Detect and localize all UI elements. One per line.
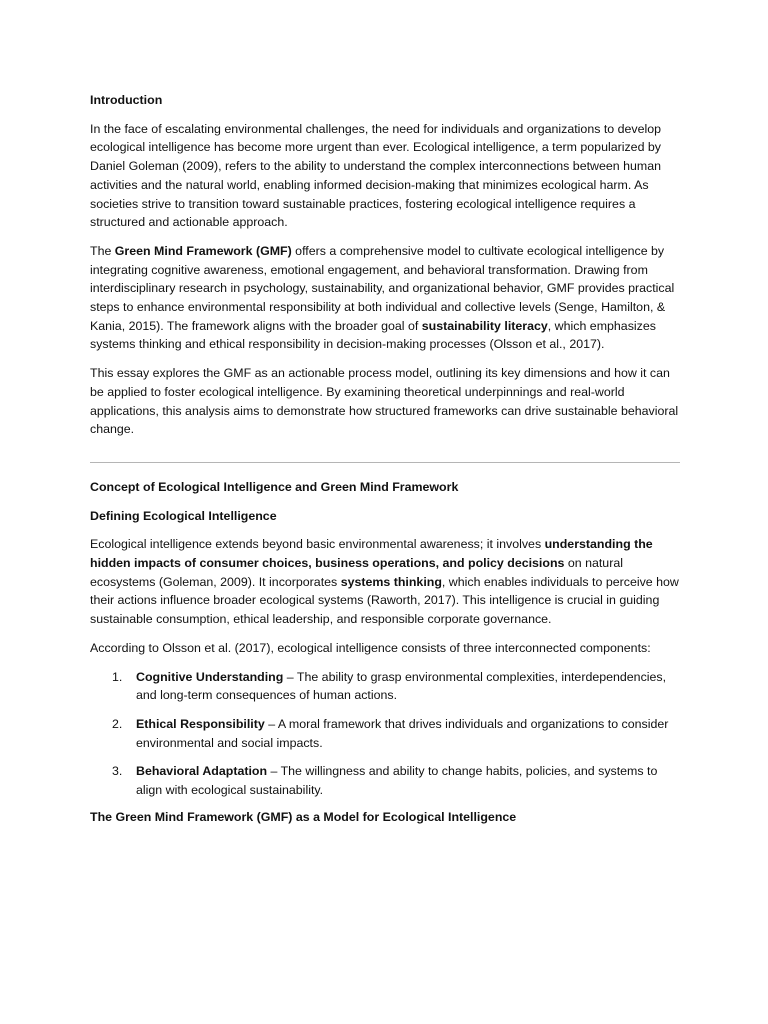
list-number: 2. [112,716,123,731]
text-run: Ecological intelligence extends beyond basic environmental awareness; it involves [90,537,545,552]
gmf-model-heading: The Green Mind Framework (GMF) as a Model for Ecological Intelligence [90,809,517,824]
text-run: , which enables individuals to perceive how their actions influence broader ecological systems (Raworth, 2017). This intelligence is crucial in guiding sustainable consumption, ethical leadership, and responsible corporate governance. [90,574,679,627]
document-page [90,91,680,837]
text-run: on natural ecosystems (Goleman, 2009). It incorporates [90,556,623,589]
component-term: Ethical Responsibility [136,716,265,731]
list-number: 3. [112,764,123,779]
component-description: – The ability to grasp environmental complexities, interdependencies, and long-term consequences of human actions. [136,669,667,703]
bold-term-systems-thinking: systems thinking [340,574,442,589]
concept-paragraph-2: According to Olsson et al. (2017), ecological intelligence consists of three interconnected components: [90,640,651,655]
intro-paragraph-1: In the face of escalating environmental challenges, the need for individuals and organizations to develop ecological intelligence has become more urgent than ever. Ecological intelligence, a term popularized by Daniel Goleman (2009), refers to the ability to understand the complex interconnections between human activities and the natural world, enabling informed decision-making that minimizes ecological harm. As societies strive to transition toward sustainable practices, fostering ecological intelligence requires a structured and actionable approach. [90,121,662,230]
component-description: – A moral framework that drives individuals and organizations to consider environmental and social impacts. [136,716,669,750]
concept-paragraph-1 [90,535,680,629]
intro-paragraph-3: This essay explores the GMF as an actionable process model, outlining its key dimensions and how it can be applied to foster ecological intelligence. By examining theoretical underpinnings and real-world applications, this analysis aims to demonstrate how structured frameworks can drive sustainable behavioral change. [90,366,679,437]
text-run: The [90,243,115,258]
introduction-heading: Introduction [90,93,163,107]
list-item [90,715,680,752]
component-term: Cognitive Understanding [136,669,284,684]
text-run: , which emphasizes systems thinking and ethical responsibility in decision-making processes (Olsson et al., 2017). [90,318,656,352]
text-run: offers a comprehensive model to cultivate ecological intelligence by integrating cognitive awareness, emotional engagement, and behavioral transformation. Drawing from interdisciplinary research in psychology, sustainability, and organizational behavior, GMF provides practical steps to enhance environmental responsibility at both individual and collective levels (Senge, Hamilton, & Kania, 2015). The framework aligns with the broader goal of [90,243,675,333]
bold-phrase-hidden-impacts: understanding the hidden impacts of consumer choices, business operations, and policy decisions [90,537,653,571]
concept-heading: Concept of Ecological Intelligence and Green Mind Framework [90,479,459,494]
defining-subheading: Defining Ecological Intelligence [90,508,277,523]
component-term: Behavioral Adaptation [136,764,268,779]
components-list [90,668,680,800]
list-item [90,668,680,705]
list-item [90,762,680,799]
bold-term-sustainability-literacy: sustainability literacy [421,318,548,333]
list-number: 1. [112,669,123,684]
bold-term-gmf: Green Mind Framework (GMF) [114,243,292,258]
section-divider [90,462,680,463]
component-description: – The willingness and ability to change habits, policies, and systems to align with ecological sustainability. [136,764,658,798]
intro-paragraph-2 [90,242,680,354]
